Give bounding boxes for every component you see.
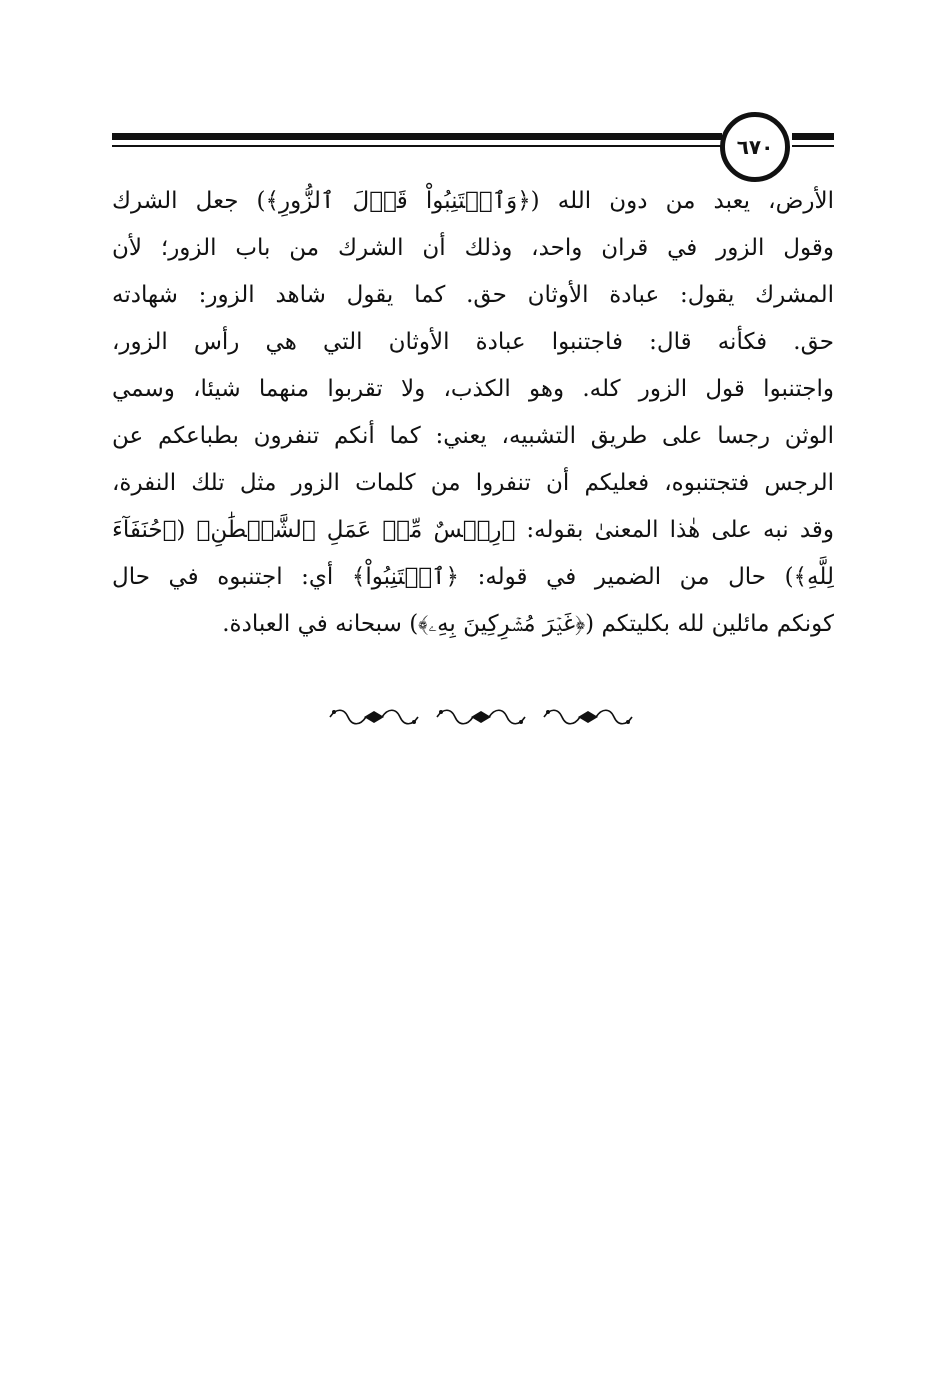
text-line-9: لِلَّهِ﴾) حال من الضمير في قوله: ﴿ٱجۡتَنِبُواْ﴾ أي: اجتنبوه في حال	[112, 564, 834, 590]
page-header	[112, 112, 834, 182]
body-text	[112, 178, 834, 648]
text-line-3: المشرك يقول: عبادة الأوثان حق. كما يقول شاهد الزور: شهادته	[112, 282, 834, 308]
text-line-6: الوثن رجسا على طريق التشبيه، يعني: كما أنكم تنفرون بطباعكم عن	[112, 423, 834, 449]
floral-divider-icon	[326, 702, 422, 732]
header-rule-thin	[112, 145, 722, 147]
text-line-5: واجتنبوا قول الزور كله. وهو الكذب، ولا تقربوا منهما شيئا، وسمي	[112, 376, 834, 402]
page-number: ٦٧٠	[720, 112, 790, 182]
text-line-2: وقول الزور في قران واحد، وذلك أن الشرك من باب الزور؛ لأن	[112, 235, 834, 261]
section-end-ornament	[326, 702, 636, 732]
text-line-10: كونكم مائلين لله بكليتكم (﴿غَيۡرَ مُشۡرِكِينَ بِهِۦ﴾) سبحانه في العبادة.	[222, 611, 834, 637]
text-line-1: الأرض، يعبد من دون الله (﴿وَٱجۡتَنِبُواْ قَوۡلَ ٱلزُّورِ﴾) جعل الشرك	[112, 188, 834, 214]
floral-divider-icon	[433, 702, 529, 732]
header-rule-tail-thin	[792, 145, 834, 147]
text-line-8: وقد نبه على هٰذا المعنىٰ بقوله: ﴿رِجۡسٌ مِّنۡ عَمَلِ ٱلشَّيۡطَٰنِ﴾ (﴿حُنَفَآءَ	[112, 517, 834, 543]
header-rule-tail-thick	[792, 133, 834, 140]
floral-divider-icon	[540, 702, 636, 732]
text-line-4: حق. فكأنه قال: فاجتنبوا عبادة الأوثان التي هي رأس الزور،	[112, 329, 834, 355]
header-rule-thick	[112, 133, 722, 140]
text-line-7: الرجس فتجتنبوه، فعليكم أن تنفروا من كلمات الزور مثل تلك النفرة،	[112, 470, 834, 496]
